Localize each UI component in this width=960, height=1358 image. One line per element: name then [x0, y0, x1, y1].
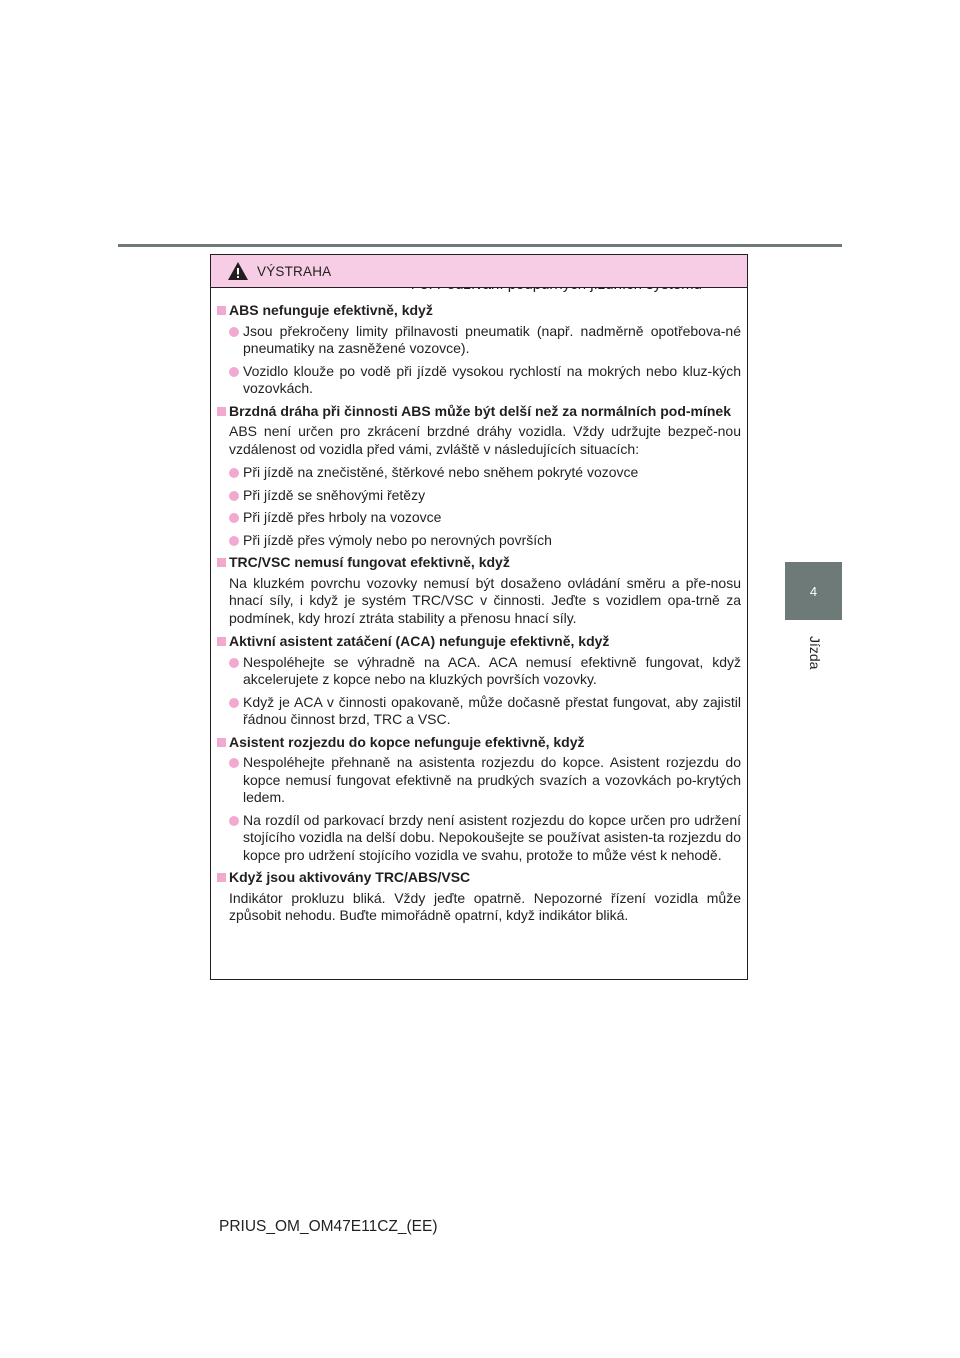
- section-heading-text: TRC/VSC nemusí fungovat efektivně, když: [229, 554, 510, 570]
- list-item-text: Při jízdě na znečistěné, štěrkové nebo sněhem pokryté vozovce: [243, 464, 639, 480]
- warning-title: VÝSTRAHA: [257, 263, 332, 279]
- list-item-text: Nespoléhejte přehnaně na asistenta rozjezdu do kopce. Asistent rozjezdu do kopce nemusí fungovat efektivně na prudkých svazích a vozovkách po-krytých ledem.: [243, 754, 741, 805]
- round-bullet-icon: [229, 698, 239, 708]
- section-heading-text: Aktivní asistent zatáčení (ACA) nefunguje efektivně, když: [229, 633, 610, 649]
- square-bullet-icon: [217, 306, 226, 315]
- list-item-text: Vozidlo klouže po vodě při jízdě vysokou rychlostí na mokrých nebo kluz-kých vozovkách.: [243, 362, 741, 396]
- list-item-text: Když je ACA v činnosti opakovaně, může dočasně přestat fungovat, aby zajistil řádnou činnost brzd, TRC a VSC.: [243, 693, 741, 727]
- square-bullet-icon: [217, 407, 226, 416]
- section-heading: [217, 302, 741, 320]
- warning-triangle-icon: [227, 261, 249, 281]
- chapter-tab: [785, 562, 842, 620]
- square-bullet-icon: [217, 637, 226, 646]
- section-heading-text: ABS nefunguje efektivně, když: [229, 302, 433, 318]
- section-heading: [217, 734, 741, 752]
- round-bullet-icon: [229, 327, 239, 337]
- square-bullet-icon: [217, 558, 226, 567]
- list-item: [229, 487, 741, 505]
- list-item-text: Jsou překročeny limity přilnavosti pneumatik (např. nadměrně opotřebova-né pneumatiky na zasněžené vozovce).: [243, 322, 741, 356]
- section-heading: [217, 869, 741, 887]
- list-item-text: Nespoléhejte se výhradně na ACA. ACA nemusí efektivně fungovat, když akcelerujete z kopce nebo na kluzkých površích vozovky.: [243, 653, 741, 687]
- warning-section: [217, 403, 741, 550]
- round-bullet-icon: [229, 491, 239, 501]
- warning-box: [210, 254, 748, 980]
- section-text: ABS není určen pro zkrácení brzdné dráhy vozidla. Vždy udržujte bezpeč-nou vzdálenost od vozidla před vámi, zvláště v následujících situacích:: [229, 423, 741, 457]
- round-bullet-icon: [229, 758, 239, 768]
- chapter-title: Jízda: [807, 636, 823, 670]
- section-heading: [217, 403, 741, 421]
- warning-section: [217, 869, 741, 925]
- list-item: [229, 694, 741, 729]
- list-item: [229, 812, 741, 865]
- round-bullet-icon: [229, 367, 239, 377]
- round-bullet-icon: [229, 513, 239, 523]
- list-item-text: Při jízdě přes výmoly nebo po nerovných površích: [243, 531, 552, 548]
- section-heading-text: Brzdná dráha při činnosti ABS může být delší než za normálních pod-mínek: [229, 402, 732, 419]
- list-item: [229, 363, 741, 398]
- round-bullet-icon: [229, 658, 239, 668]
- section-text: Indikátor prokluzu bliká. Vždy jeďte opatrně. Nepozorné řízení vozidla může způsobit nehodu. Buďte mimořádně opatrní, když indikátor bliká.: [229, 889, 741, 923]
- section-text: Na kluzkém povrchu vozovky nemusí být dosaženo ovládání směru a pře-nosu hnací síly, i když je systém TRC/VSC v činnosti. Jeďte s vozidlem opa-trně za podmínek, kdy hrozí ztráta stability a přenosu hnací síly.: [229, 574, 741, 626]
- warning-section: [217, 734, 741, 865]
- header-rule: [118, 244, 842, 247]
- list-item: [229, 323, 741, 358]
- list-item: [229, 532, 741, 550]
- square-bullet-icon: [217, 738, 226, 747]
- chapter-number: 4: [809, 583, 818, 599]
- list-item: [229, 464, 741, 482]
- warning-section: [217, 633, 741, 729]
- round-bullet-icon: [229, 536, 239, 546]
- list-item: [229, 754, 741, 807]
- warning-body: [211, 288, 747, 925]
- section-heading: [217, 633, 741, 651]
- section-heading: [217, 554, 741, 572]
- warning-header: [211, 255, 747, 288]
- warning-section: [217, 554, 741, 627]
- section-heading-text: Když jsou aktivovány TRC/ABS/VSC: [229, 869, 471, 885]
- round-bullet-icon: [229, 816, 239, 826]
- list-item: [229, 654, 741, 689]
- round-bullet-icon: [229, 468, 239, 478]
- list-item-text: Při jízdě přes hrboly na vozovce: [243, 509, 442, 525]
- list-item: [229, 509, 741, 527]
- list-item-text: Na rozdíl od parkovací brzdy není asistent rozjezdu do kopce určen pro udržení stojícího vozidla na delší dobu. Nepokoušejte se používat asisten-ta rozjezdu do kopce pro udržení stojícího vozidla ve svahu, protože to může vést k nehodě.: [243, 811, 741, 863]
- footer-doc-code: PRIUS_OM_OM47E11CZ_(EE): [219, 1218, 438, 1235]
- section-heading-text: Asistent rozjezdu do kopce nefunguje efektivně, když: [229, 733, 585, 750]
- square-bullet-icon: [217, 873, 226, 882]
- list-item-text: Při jízdě se sněhovými řetězy: [243, 486, 426, 503]
- warning-section: [217, 302, 741, 398]
